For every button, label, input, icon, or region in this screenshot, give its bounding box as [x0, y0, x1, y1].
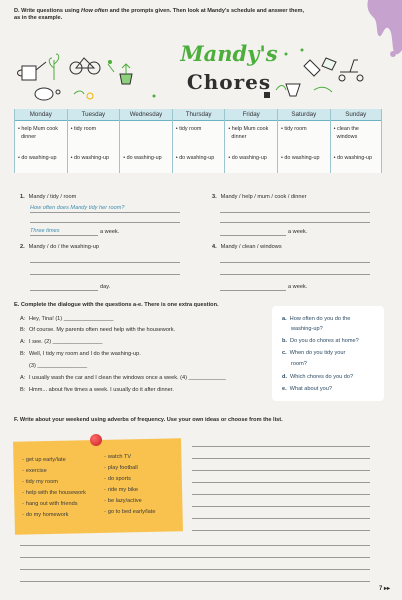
option-a: a. How often do you do the: [282, 316, 351, 322]
dialogue-line: A: I see. (2) ________________: [20, 339, 103, 345]
answer-line[interactable]: [30, 222, 180, 223]
writing-line[interactable]: [192, 518, 370, 519]
chore-item: • help Mum cook: [18, 126, 58, 132]
list-item: - do sports: [104, 476, 131, 482]
question-1-example-answer: How often does Mandy tidy her room?: [30, 205, 125, 211]
section-d-instruction: D. Write questions using How often and the prompts given. Then look at Mandy's schedule and answer them, as in the example.: [14, 8, 304, 21]
list-item: - go to bed early/late: [104, 509, 156, 515]
dialogue-line: (3) ________________: [29, 363, 88, 369]
banner-subtitle: Chores: [186, 70, 272, 94]
list-item: - exercise: [22, 468, 47, 474]
chore-item: • tidy room: [70, 126, 97, 132]
answer-line[interactable]: [220, 262, 370, 263]
writing-line[interactable]: [192, 530, 370, 531]
writing-line[interactable]: [192, 482, 370, 483]
page-number: 7 ▸▸: [378, 586, 390, 592]
answer-line[interactable]: [30, 262, 180, 263]
question-1-prompt: 1. Mandy / tidy / room: [20, 194, 77, 200]
option-e: e. What about you?: [282, 386, 332, 392]
chore-item-cont: dinner: [21, 134, 36, 140]
mandys-chores-banner: [14, 40, 382, 106]
day-header: Wednesday: [120, 109, 172, 121]
chore-item: • do washing-up: [123, 155, 162, 161]
chore-item: • clean the: [333, 126, 359, 132]
section-e-instruction: E. Complete the dialogue with the questions a-e. There is one extra question.: [14, 302, 219, 308]
writing-line[interactable]: [192, 506, 370, 507]
day-header: Saturday: [278, 109, 330, 121]
question-3-prompt: 3. Mandy / help / mum / cook / dinner: [212, 194, 307, 200]
sticky-note: [13, 438, 183, 534]
dialogue-line: B: Well, I tidy my room and I do the washing-up.: [20, 351, 141, 357]
chore-item-cont: windows: [336, 134, 358, 140]
answer-line[interactable]: [220, 222, 370, 223]
answer-line[interactable]: [220, 212, 370, 213]
chore-item: • help Mum cook: [228, 126, 269, 132]
option-c-cont: room?: [291, 361, 307, 367]
answer-line[interactable]: [220, 274, 370, 275]
list-item: - tidy my room: [22, 479, 58, 485]
answer-line[interactable]: [30, 212, 180, 213]
writing-line[interactable]: [192, 494, 370, 495]
day-column-friday: [224, 109, 277, 173]
list-item: - help with the housework: [22, 490, 86, 496]
writing-line[interactable]: [192, 446, 370, 447]
chore-item: • do washing-up: [281, 155, 320, 161]
chore-item: • do washing-up: [333, 155, 373, 161]
answer-line[interactable]: [30, 235, 98, 236]
chore-item: • do washing-up: [18, 155, 57, 161]
question-4-prompt: 4. Mandy / clean / windows: [212, 244, 282, 250]
day-header: Tuesday: [68, 109, 120, 121]
question-2-prompt: 2. Mandy / do / the washing-up: [20, 244, 99, 250]
day-column-saturday: [277, 109, 330, 173]
option-d: d. Which chores do you do?: [282, 374, 354, 380]
day-column-sunday: [330, 109, 382, 173]
section-f-instruction: F. Write about your weekend using adverbs of frequency. Use your own ideas or choose from the list.: [14, 417, 283, 423]
day-column-thursday: [172, 109, 225, 173]
list-item: - do my homework: [22, 512, 69, 518]
answer-line[interactable]: [220, 290, 286, 291]
chore-item: • tidy room: [281, 126, 307, 132]
chore-item: • do washing-up: [228, 155, 267, 161]
option-a-cont: washing-up?: [291, 326, 323, 332]
writing-line[interactable]: [20, 569, 370, 570]
day-header: Monday: [15, 109, 67, 121]
question-2-suffix: day.: [100, 284, 111, 290]
list-item: - get up early/late: [22, 457, 66, 463]
answer-line[interactable]: [30, 290, 98, 291]
writing-line[interactable]: [20, 581, 370, 582]
banner-title: Mandy's: [180, 41, 278, 66]
chores-schedule-table: [14, 109, 382, 173]
writing-line[interactable]: [20, 545, 370, 546]
list-item: - ride my bike: [104, 487, 139, 493]
option-b: b. Do you do chores at home?: [282, 338, 359, 344]
list-item: - be lazy/active: [104, 498, 142, 504]
dialogue-line: B: Of course. My parents often need help with the housework.: [20, 327, 176, 333]
list-item: - watch TV: [104, 454, 132, 460]
writing-line[interactable]: [192, 458, 370, 459]
question-1-example-reply: Three times: [30, 228, 60, 234]
dialogue-line: A: I usually wash the car and I clean the windows once a week. (4) ____________: [20, 375, 226, 381]
option-c: c. When do you tidy your: [282, 350, 346, 356]
writing-line[interactable]: [192, 470, 370, 471]
question-4-suffix: a week.: [288, 284, 308, 290]
question-3-suffix: a week.: [288, 229, 308, 235]
dialogue-line: B: Hmm... about five times a week. I usually do it after dinner.: [20, 387, 174, 393]
list-item: - hang out with friends: [22, 501, 78, 507]
day-header: Thursday: [173, 109, 225, 121]
day-column-tuesday: [67, 109, 120, 173]
writing-line[interactable]: [20, 557, 370, 558]
day-header: Friday: [225, 109, 277, 121]
chore-item: • do washing-up: [175, 155, 215, 161]
day-header: Sunday: [331, 109, 381, 121]
dialogue-options-box: [272, 306, 384, 401]
answer-line[interactable]: [220, 235, 286, 236]
answer-line[interactable]: [30, 274, 180, 275]
chore-item: • tidy room: [175, 126, 202, 132]
chore-item-cont: dinner: [231, 134, 247, 140]
dialogue-line: A: Hey, Tina! (1) ________________: [20, 316, 114, 322]
list-item: - play football: [104, 465, 138, 471]
chore-item: • do washing-up: [70, 155, 110, 161]
day-column-monday: [14, 109, 67, 173]
question-1-suffix: a week.: [100, 229, 120, 235]
day-column-wednesday: [119, 109, 172, 173]
pushpin-icon: [90, 434, 102, 446]
